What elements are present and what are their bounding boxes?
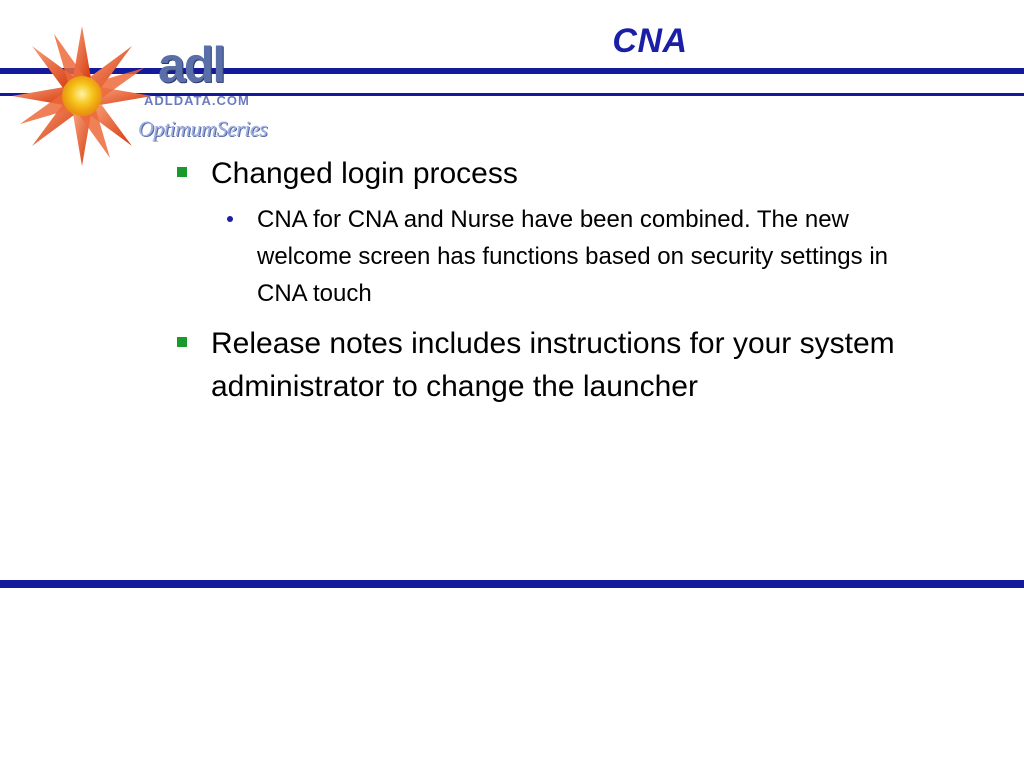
company-logo [10, 20, 285, 170]
sun-icon [10, 20, 160, 170]
footer-rule [0, 580, 1024, 588]
logo-brand-text: adl [158, 37, 225, 93]
bullet-item [175, 322, 935, 408]
dot-bullet-icon [227, 216, 233, 222]
slide-title: CNA [612, 22, 688, 60]
slide-body [175, 152, 935, 414]
bullet-text: Release notes includes instructions for your system administrator to change the launcher [211, 327, 895, 403]
sub-bullet-text: CNA for CNA and Nurse have been combined. The new welcome screen has functions based on security settings in CNA touch [257, 206, 888, 307]
logo-domain-text: ADLDATA.COM [144, 93, 250, 108]
sub-bullet-item [175, 201, 935, 312]
square-bullet-icon [177, 167, 187, 177]
bullet-text: Changed login process [211, 157, 518, 190]
bullet-item [175, 152, 935, 195]
logo-series-text: OptimumSeries [138, 116, 268, 141]
square-bullet-icon [177, 337, 187, 347]
